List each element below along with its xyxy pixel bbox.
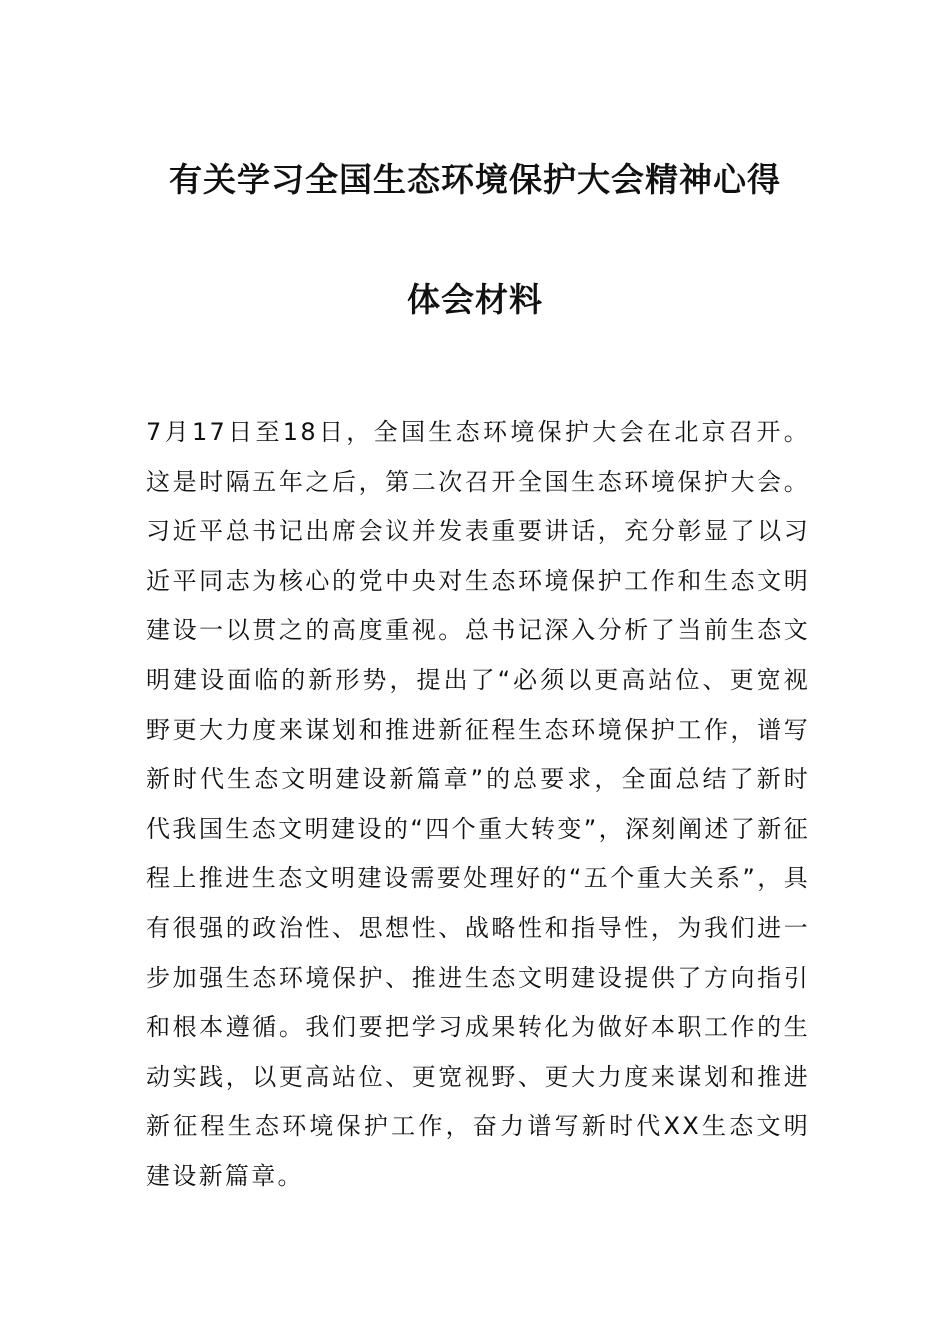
document-title-line-2: 体会材料 [407, 280, 543, 319]
document-title-line-1: 有关学习全国生态环境保护大会精神心得 [169, 160, 781, 199]
body-paragraph: 7月17日至18日，全国生态环境保护大会在北京召开。这是时隔五年之后，第二次召开全国生态环境保护大会。习近平总书记出席会议并发表重要讲话，充分彰显了以习近平同志为核心的党中央对生态环境保护工作和生态文明建设一以贯之的高度重视。总书记深入分析了当前生态文明建设面临的新形势，提出了“必须以更高站位、更宽视野更大力度来谋划和推进新征程生态环境保护工作，谱写新时代生态文明建设新篇章”的总要求，全面总结了新时代我国生态文明建设的“四个重大转变”，深刻阐述了新征程上推进生态文明建设需要处理好的“五个重大关系”，具有很强的政治性、思想性、战略性和指导性，为我们进一步加强生态环境保护、推进生态文明建设提供了方向指引和根本遵循。我们要把学习成果转化为做好本职工作的生动实践，以更高站位、更宽视野、更大力度来谋划和推进新征程生态环境保护工作，奋力谱写新时代XX生态文明建设新篇章。 [146, 418, 810, 1190]
